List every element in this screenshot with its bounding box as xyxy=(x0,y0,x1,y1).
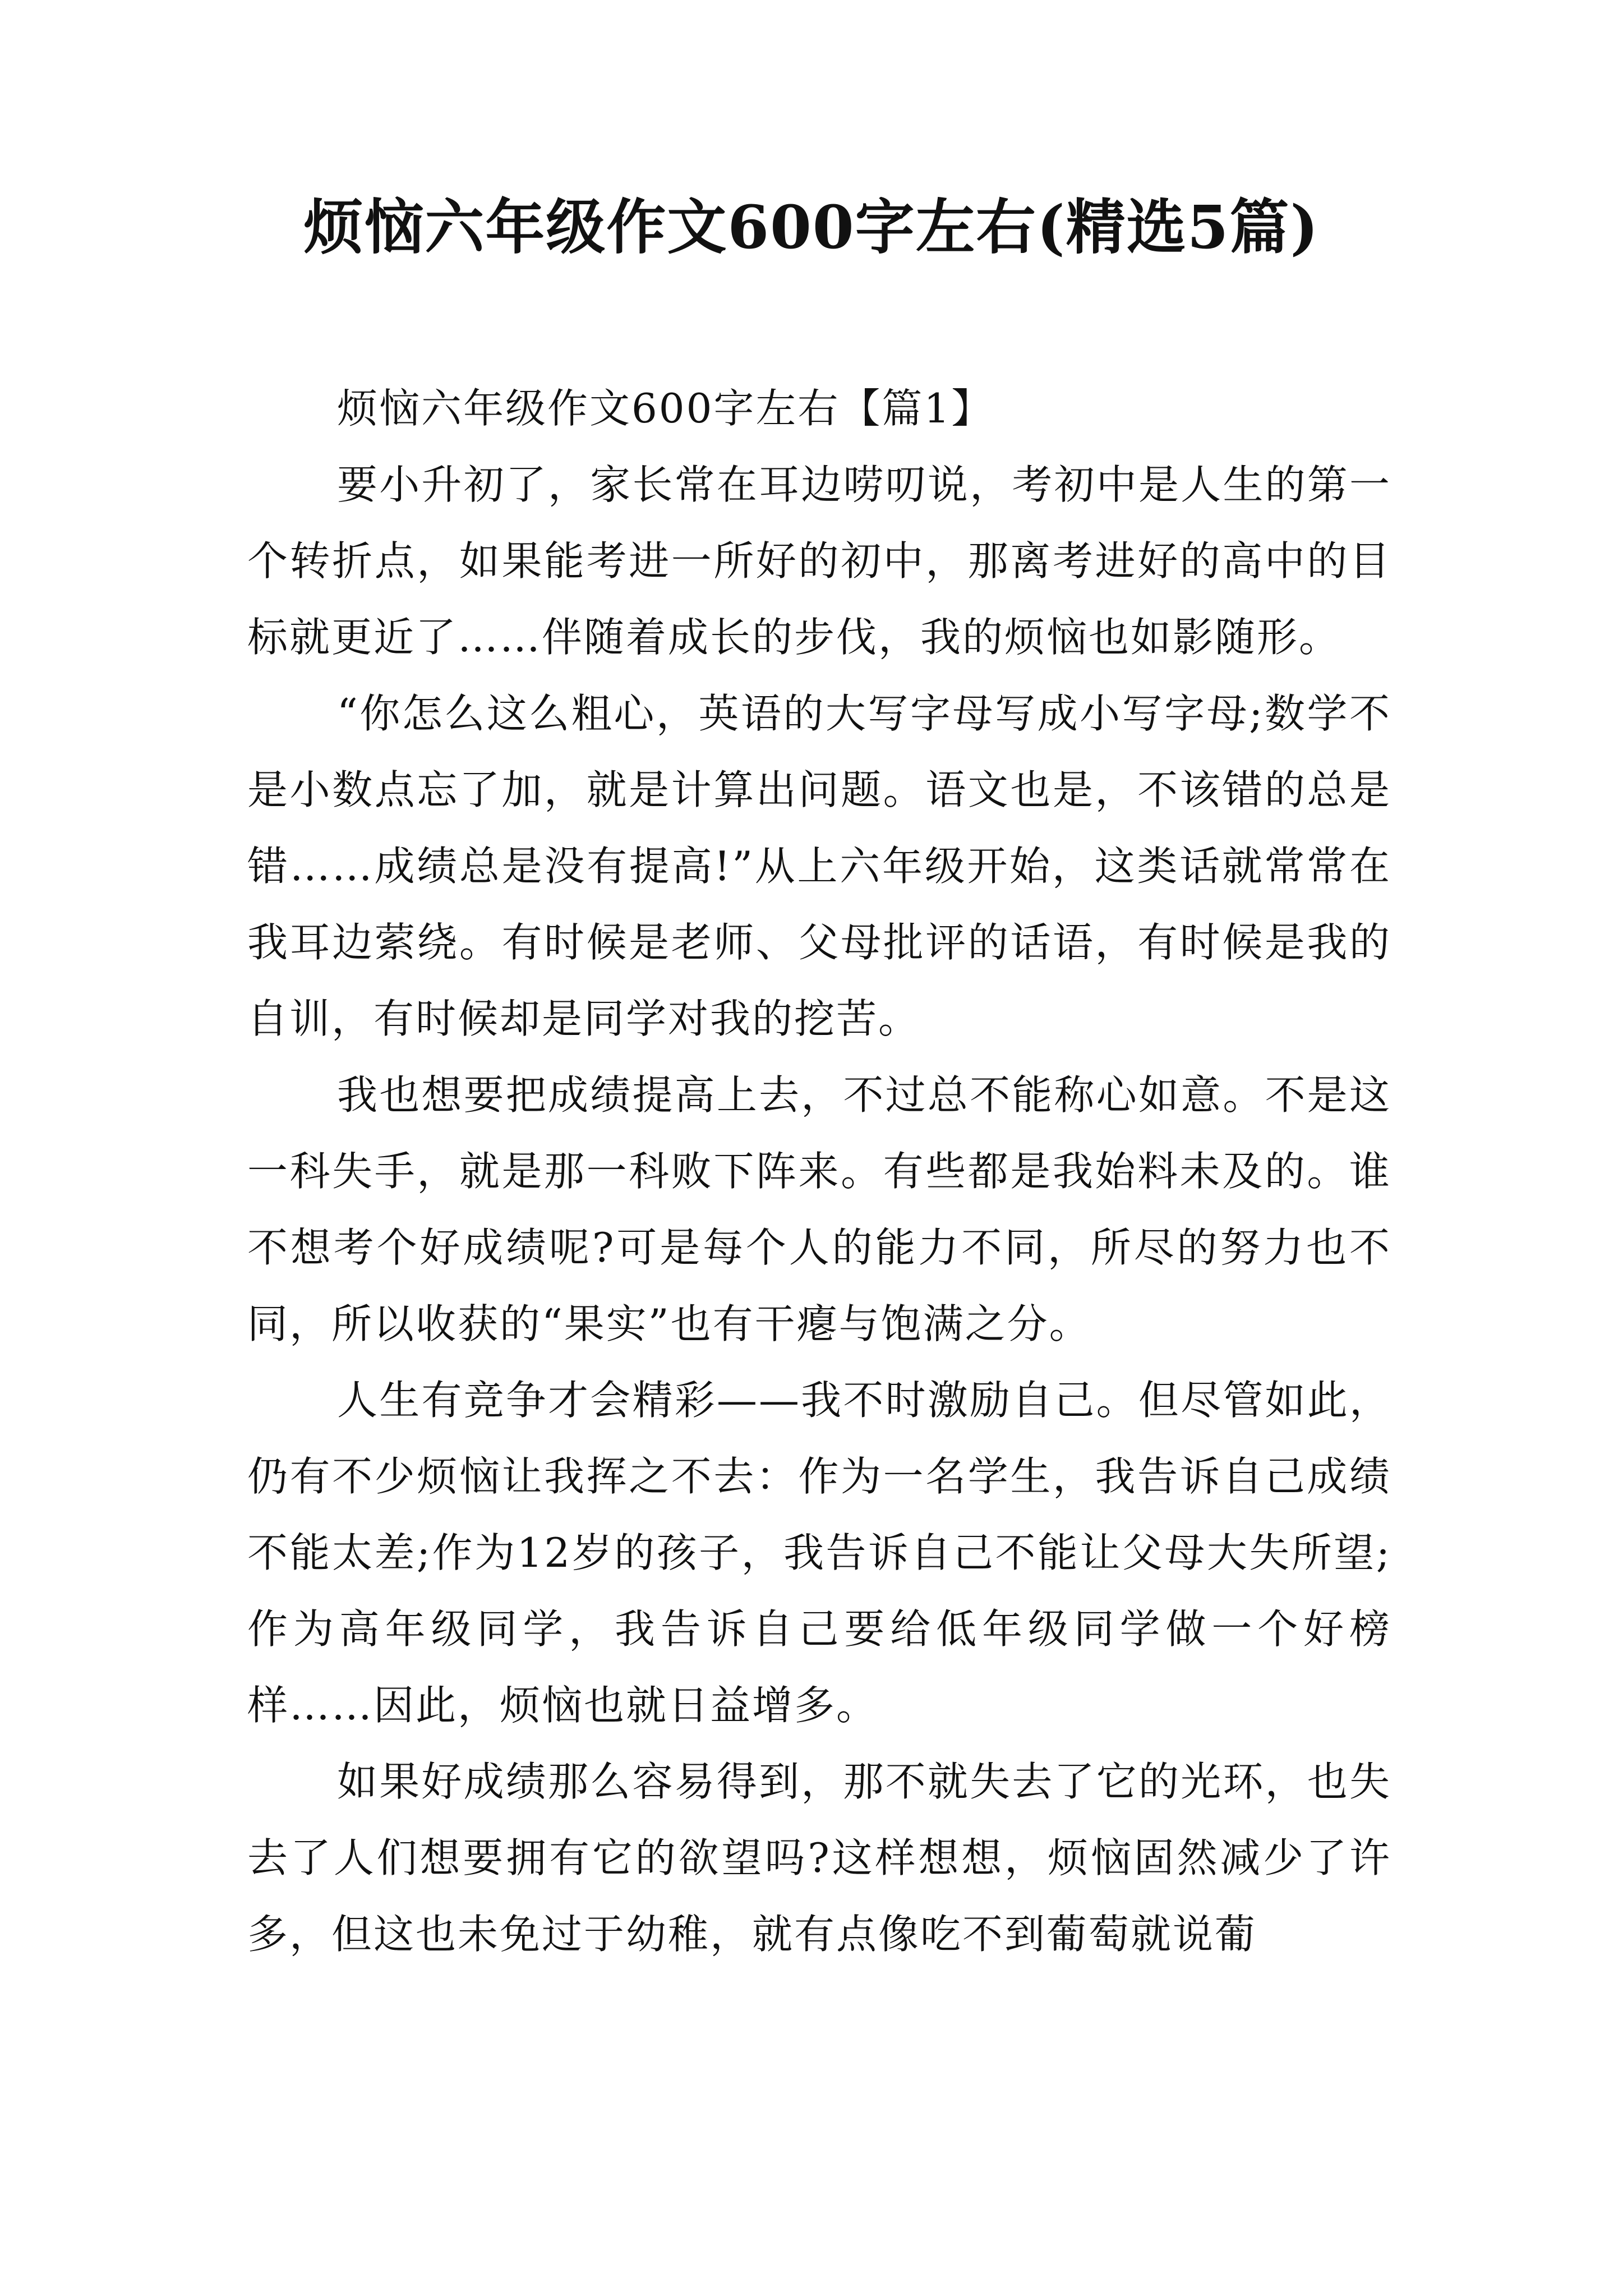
document-title: 烦恼六年级作文600字左右(精选5篇) xyxy=(303,192,1320,262)
paragraph: 如果好成绩那么容易得到，那不就失去了它的光环，也失去了人们想要拥有它的欲望吗?这样想想，烦恼固然减少了许多，但这也未免过于幼稚，就有点像吃不到葡萄就说葡 xyxy=(247,1758,1391,1958)
paragraph: 我也想要把成绩提高上去，不过总不能称心如意。不是这一科失手，就是那一科败下阵来。有些都是我始料未及的。谁不想考个好成绩呢?可是每个人的能力不同，所尽的努力也不同，所以收获的“果实”也有干瘪与饱满之分。 xyxy=(247,1071,1391,1347)
paragraph: 要小升初了，家长常在耳边唠叨说，考初中是人生的第一个转折点，如果能考进一所好的初中，那离考进好的高中的目标就更近了……伴随着成长的步伐，我的烦恼也如影随形。 xyxy=(247,461,1391,661)
section-heading: 烦恼六年级作文600字左右【篇1】 xyxy=(337,385,994,432)
document-body xyxy=(247,370,1391,1972)
paragraph: “你怎么这么粗心，英语的大写字母写成小写字母;数学不是小数点忘了加，就是计算出问题。语文也是，不该错的总是错……成绩总是没有提高!”从上六年级开始，这类话就常常在我耳边萦绕。有时候是老师、父母批评的话语，有时候是我的自训，有时候却是同学对我的挖苦。 xyxy=(247,690,1391,1042)
paragraph: 人生有竞争才会精彩——我不时激励自己。但尽管如此，仍有不少烦恼让我挥之不去：作为一名学生，我告诉自己成绩不能太差;作为12岁的孩子，我告诉自己不能让父母大失所望;作为高年级同学，我告诉自己要给低年级同学做一个好榜样……因此，烦恼也就日益增多。 xyxy=(247,1377,1391,1729)
